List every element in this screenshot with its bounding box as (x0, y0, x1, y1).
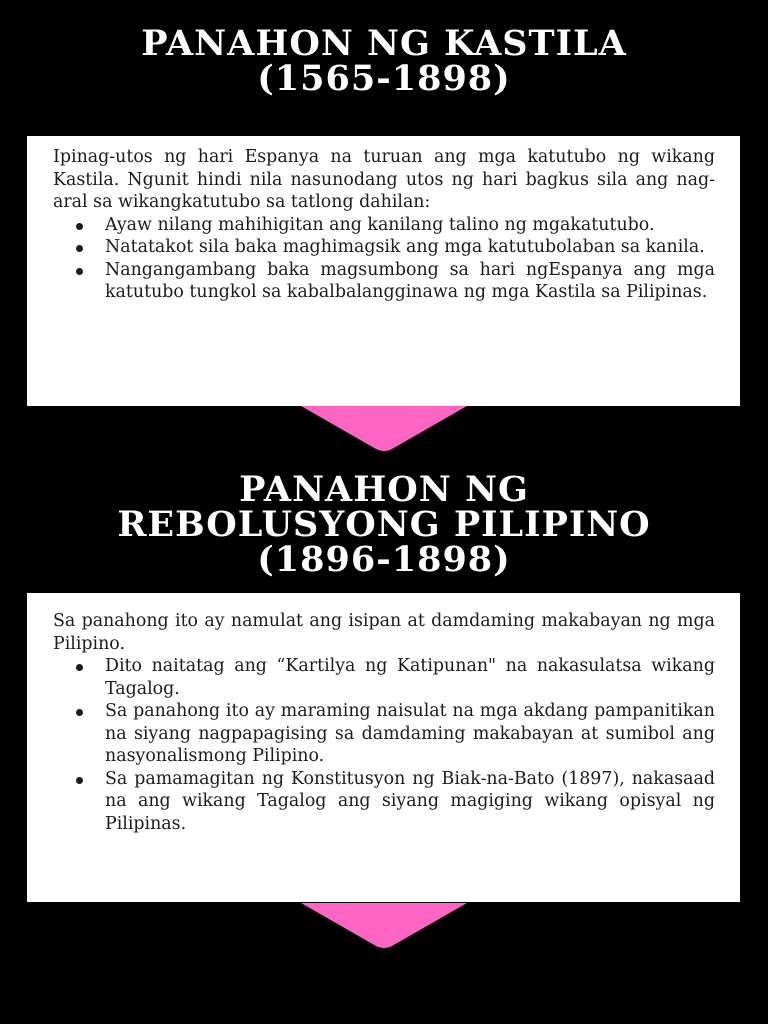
bullet-dot-icon (76, 777, 83, 784)
section2-bullet-item (105, 768, 715, 836)
section2-title (0, 469, 768, 580)
section1-bullet-text: Ayaw nilang mahihigitan ang kanilang talino ng mgakatutubo. (105, 214, 655, 235)
bullet-dot-icon (76, 709, 83, 716)
bullet-dot-icon (76, 268, 83, 275)
section1-bullet-item (105, 259, 715, 304)
section1-title (0, 23, 768, 99)
section2-bullet-item (105, 655, 715, 700)
down-arrow-icon (301, 406, 467, 452)
section1-intro: Ipinag-utos ng hari Espanya na turuan ang mga katutubo ng wikang Kastila. Ngunit hindi nila nasunodang utos ng hari bagkus sila ang nag-aral sa wikangkatutubo sa tatlong dahilan: (53, 147, 715, 212)
bullet-dot-icon (76, 223, 83, 230)
section2-bullet-text: Sa panahong ito ay maraming naisulat na mga akdang pampanitikan na siyang nagpapagising sa damdaming makabayan at sumibol ang nasyonalismong Pilipino. (105, 701, 715, 766)
bullet-dot-icon (76, 245, 83, 252)
section2-intro: Sa panahong ito ay namulat ang isipan at damdaming makabayan ng mga Pilipino. (53, 611, 715, 654)
section1-title-line2: (1565-1898) (257, 58, 511, 99)
section2-title-line1: PANAHON NG (239, 469, 529, 510)
section2-bullet-text: Sa pamamagitan ng Konstitusyon ng Biak-na-Bato (1897), nakasaad na ang wikang Tagalog ang siyang magiging wikang opisyal ng Pilipinas. (105, 768, 715, 834)
section1-bullet-item (105, 236, 715, 259)
section2-bullet-list (53, 655, 715, 835)
section1-bullet-text: Natatakot sila baka maghimagsik ang mga katutubolaban sa kanila. (105, 237, 705, 257)
section1-bullet-list (53, 214, 715, 304)
bullet-dot-icon (76, 664, 83, 671)
section2-bullet-item (105, 700, 715, 768)
section1-bullet-text: Nangangambang baka magsumbong sa hari ngEspanya ang mga katutubo tungkol sa kabalbalangginawa ng mga Kastila sa Pilipinas. (105, 259, 715, 302)
section1-title-line1: PANAHON NG KASTILA (141, 23, 627, 64)
section2-title-line3: (1896-1898) (257, 539, 511, 580)
section2-title-line2: REBOLUSYONG PILIPINO (117, 504, 651, 545)
section1-card (27, 136, 740, 406)
section1-bullet-item (105, 214, 715, 237)
section2-bullet-text: Dito naitatag ang “Kartilya ng Katipunan" na nakasulatsa wikang Tagalog. (105, 656, 715, 699)
down-arrow-icon (301, 903, 467, 949)
section2-card (27, 593, 740, 902)
